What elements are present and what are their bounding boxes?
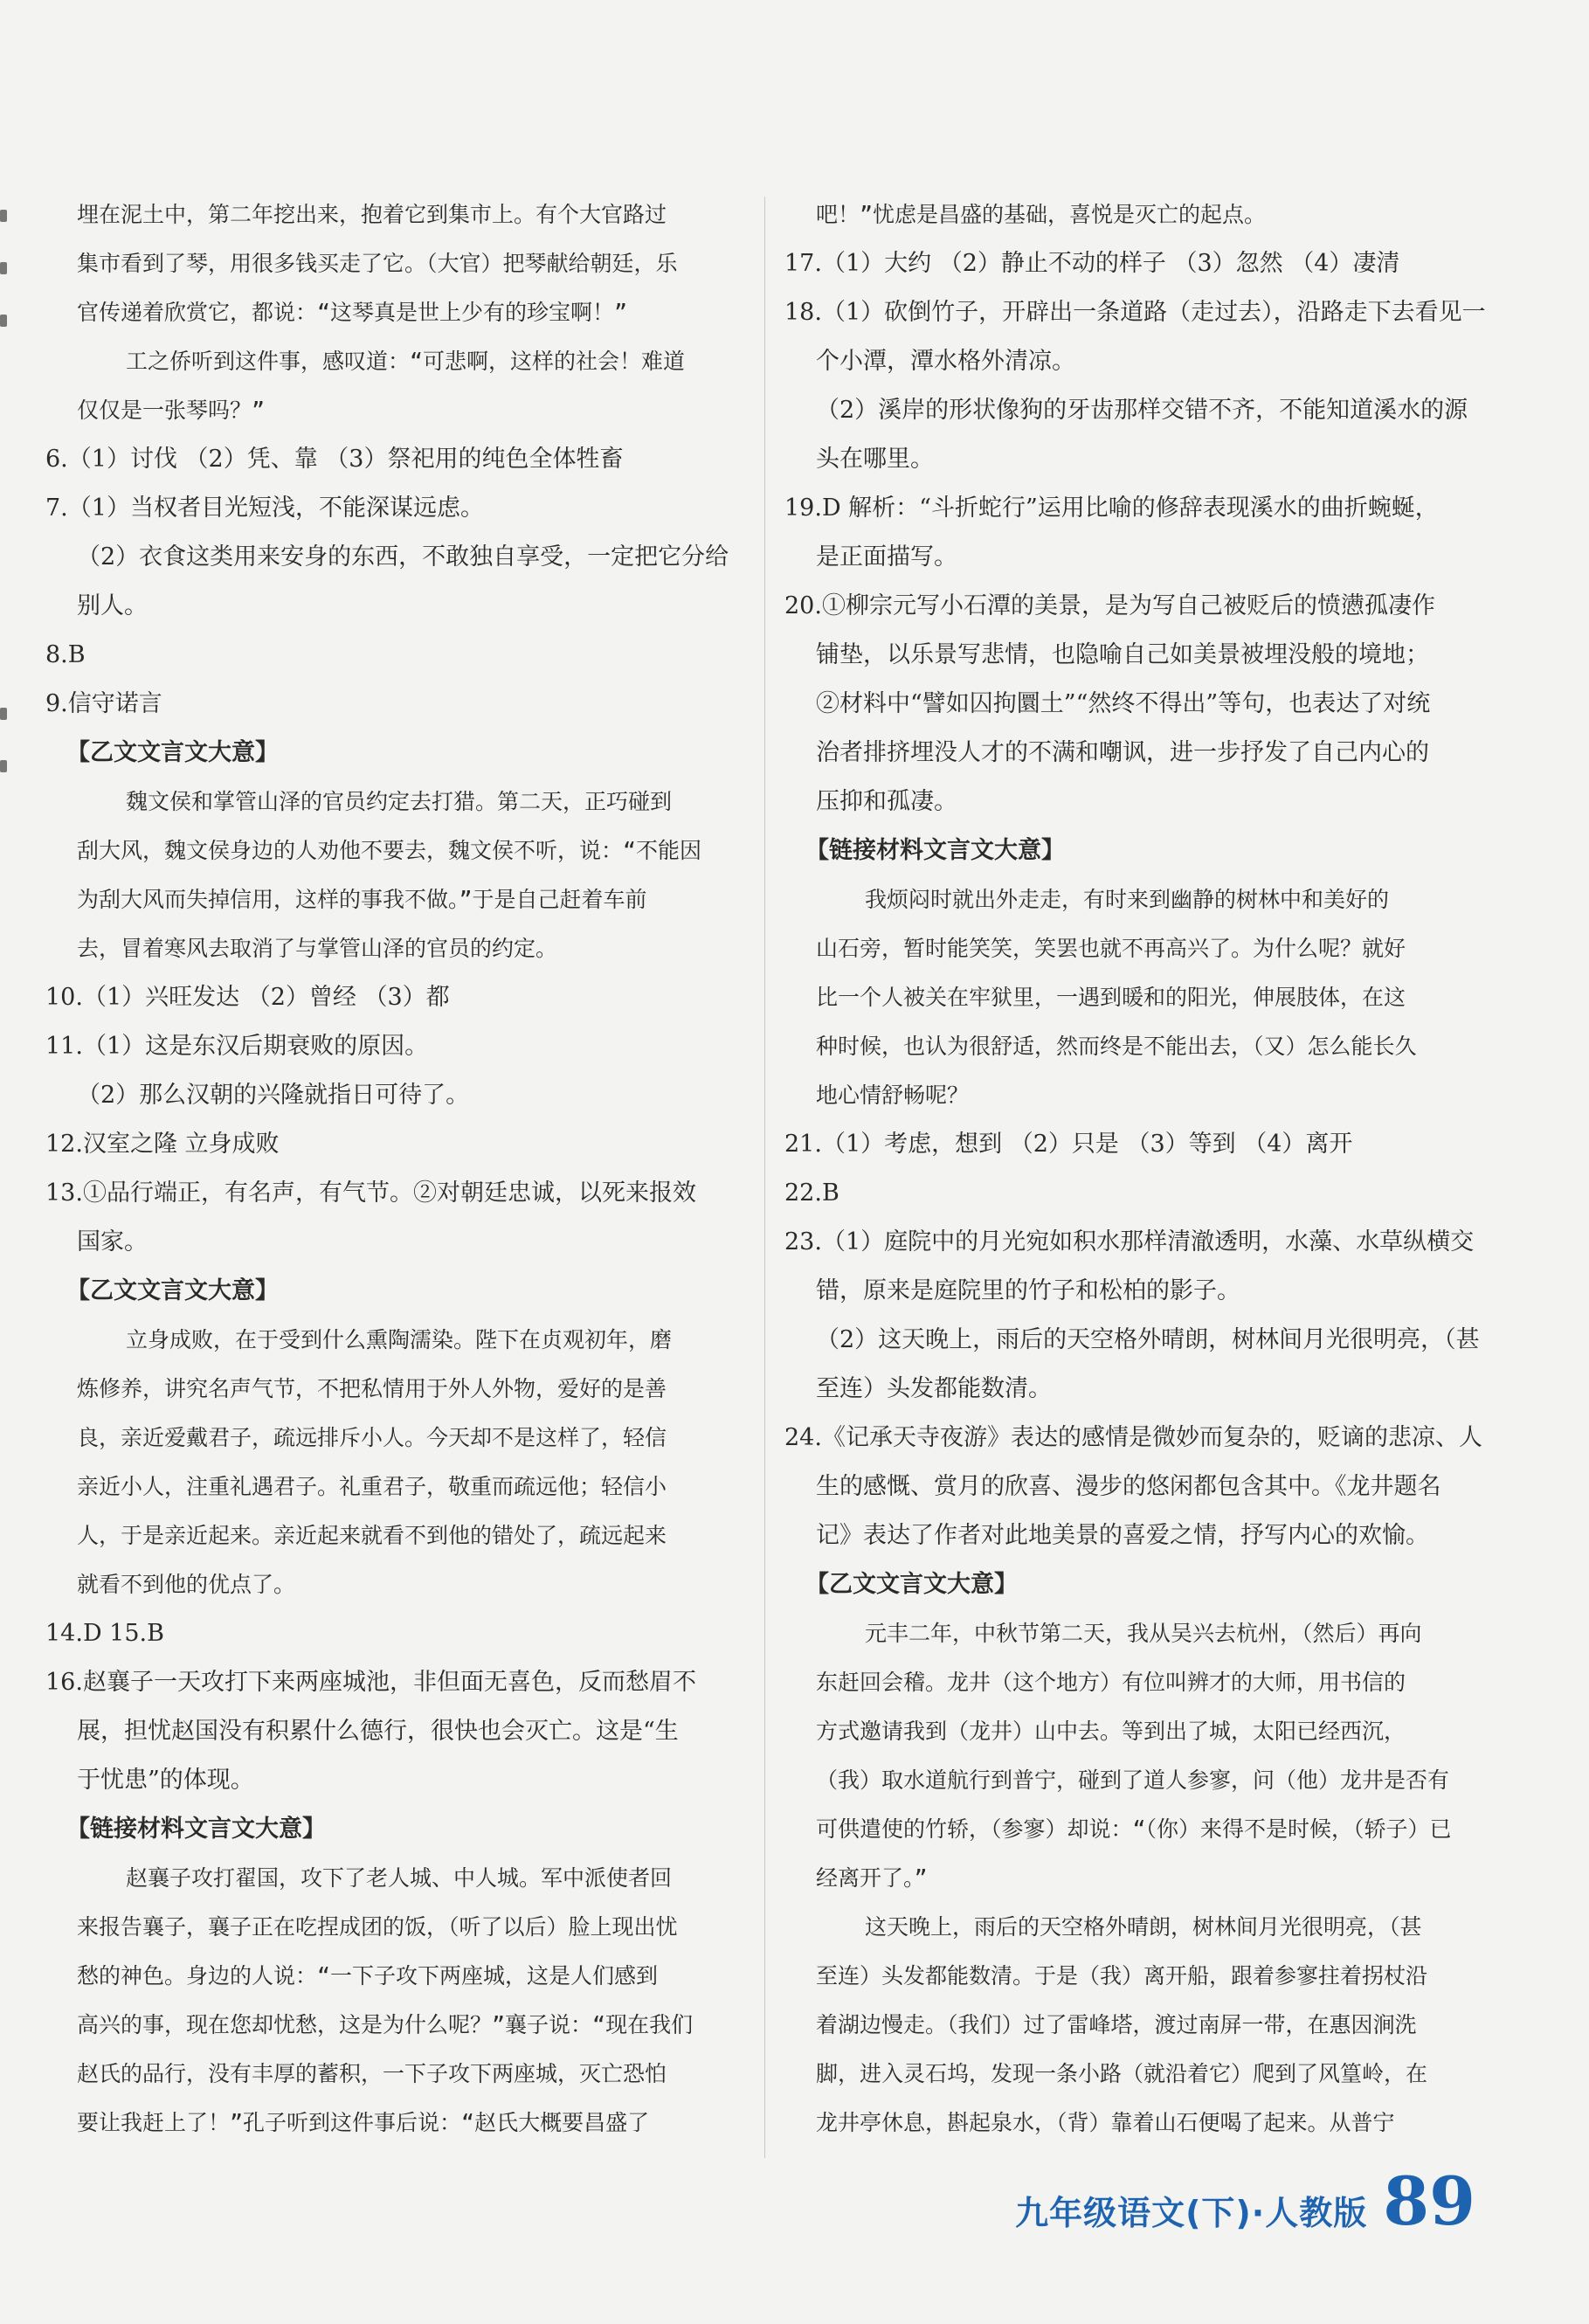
text-line: 是正面描写。 bbox=[816, 543, 957, 571]
text-line: 24.《记承天寺夜游》表达的感情是微妙而复杂的，贬谪的悲凉、人 bbox=[784, 1424, 1482, 1451]
text-line: 国家。 bbox=[77, 1228, 148, 1255]
text-line: 亲近小人，注重礼遇君子。礼重君子，敬重而疏远他；轻信小 bbox=[77, 1474, 667, 1499]
text-line: 至连）头发都能数清。于是（我）离开船，跟着参寥拄着拐杖沿 bbox=[816, 1963, 1428, 1989]
edge-mark bbox=[0, 315, 7, 327]
text-line: 14.D 15.B bbox=[45, 1620, 164, 1647]
text-line: 至连）头发都能数清。 bbox=[816, 1375, 1052, 1402]
text-line: 个小潭，潭水格外清凉。 bbox=[816, 348, 1075, 375]
section-heading: 【链接材料文言文大意】 bbox=[805, 837, 1065, 864]
edge-mark bbox=[0, 708, 7, 720]
text-line: 压抑和孤凄。 bbox=[816, 788, 957, 815]
book-label: 九年级语文(下)·人教版 bbox=[1015, 2194, 1368, 2232]
text-line: 10.（1）兴旺发达 （2）曾经 （3）都 bbox=[45, 984, 450, 1011]
text-line: 于忧患”的体现。 bbox=[77, 1767, 254, 1794]
text-line: 我烦闷时就出外走走，有时来到幽静的树林中和美好的 bbox=[865, 887, 1390, 912]
text-line: 炼修养，讲究名声气节，不把私情用于外人外物，爱好的是善 bbox=[77, 1376, 667, 1401]
text-line: 就看不到他的优点了。 bbox=[77, 1572, 296, 1597]
page-number: 89 bbox=[1383, 2162, 1475, 2240]
text-line: 11.（1）这是东汉后期衰败的原因。 bbox=[45, 1033, 429, 1060]
text-line: 埋在泥土中，第二年挖出来，抱着它到集市上。有个大官路过 bbox=[77, 202, 667, 227]
text-line: 展，担忧赵国没有积累什么德行，很快也会灭亡。这是“生 bbox=[77, 1718, 679, 1745]
text-line: 12.汉室之隆 立身成败 bbox=[45, 1131, 280, 1158]
text-line: 脚，进入灵石坞，发现一条小路（就沿着它）爬到了风篁岭，在 bbox=[816, 2061, 1428, 2086]
text-line: 元丰二年，中秋节第二天，我从吴兴去杭州，（然后）再向 bbox=[865, 1621, 1422, 1646]
text-line: 7.（1）当权者目光短浅，不能深谋远虑。 bbox=[45, 495, 484, 522]
text-line: 着湖边慢走。（我们）过了雷峰塔，渡过南屏一带，在惠因涧洗 bbox=[816, 2012, 1417, 2037]
text-line: 6.（1）讨伐 （2）凭、靠 （3）祭祀用的纯色全体牲畜 bbox=[45, 446, 624, 473]
text-line: 20.①柳宗元写小石潭的美景，是为写自己被贬后的愤懑孤凄作 bbox=[784, 592, 1435, 619]
text-line: 18.（1）砍倒竹子，开辟出一条道路（走过去），沿路走下去看见一 bbox=[784, 299, 1486, 326]
left-column bbox=[45, 190, 744, 2148]
text-line: 集市看到了琴，用很多钱买走了它。（大官）把琴献给朝廷，乐 bbox=[77, 251, 678, 276]
text-line: （我）取水道航行到普宁，碰到了道人参寥，问（他）龙井是否有 bbox=[816, 1767, 1450, 1793]
page-footer bbox=[1015, 2162, 1475, 2240]
section-heading: 【乙文文言文大意】 bbox=[66, 739, 279, 766]
text-line: 治者排挤埋没人才的不满和嘲讽，进一步抒发了自己内心的 bbox=[816, 739, 1429, 766]
text-line: 9.信守诺言 bbox=[45, 690, 162, 717]
text-line: 16.赵襄子一天攻打下来两座城池，非但面无喜色，反而愁眉不 bbox=[45, 1669, 696, 1696]
text-line: 种时候，也认为很舒适，然而终是不能出去，（又）怎么能长久 bbox=[816, 1034, 1417, 1059]
text-line: 19.D 解析：“斗折蛇行”运用比喻的修辞表现溪水的曲折蜿蜒， bbox=[784, 495, 1439, 522]
text-line: 方式邀请我到（龙井）山中去。等到出了城，太阳已经西沉， bbox=[816, 1719, 1406, 1744]
text-line: 8.B bbox=[45, 641, 86, 668]
text-line: 别人。 bbox=[77, 592, 148, 619]
text-line: 刮大风，魏文侯身边的人劝他不要去，魏文侯不听，说：“不能因 bbox=[77, 838, 702, 863]
section-heading: 【链接材料文言文大意】 bbox=[66, 1816, 326, 1843]
text-line: 22.B bbox=[784, 1179, 839, 1207]
text-line: （2）这天晚上，雨后的天空格外晴朗，树林间月光很明亮，（甚 bbox=[816, 1326, 1480, 1353]
text-line: 要让我赶上了！”孔子听到这件事后说：“赵氏大概要昌盛了 bbox=[77, 2110, 650, 2135]
text-line: 经离开了。” bbox=[816, 1865, 928, 1891]
text-line: 山石旁，暂时能笑笑，笑罢也就不再高兴了。为什么呢？就好 bbox=[816, 936, 1406, 961]
text-line: 官传递着欣赏它，都说：“这琴真是世上少有的珍宝啊！” bbox=[77, 300, 628, 325]
text-line: 这天晚上，雨后的天空格外晴朗，树林间月光很明亮，（甚 bbox=[865, 1914, 1422, 1940]
text-line: 去，冒着寒风去取消了与掌管山泽的官员的约定。 bbox=[77, 936, 558, 961]
text-line: 魏文侯和掌管山泽的官员约定去打猎。第二天，正巧碰到 bbox=[126, 789, 673, 814]
text-line: 吧！”忧虑是昌盛的基础，喜悦是灭亡的起点。 bbox=[816, 202, 1267, 227]
text-line: （2）那么汉朝的兴隆就指日可待了。 bbox=[77, 1082, 470, 1109]
edge-mark bbox=[0, 760, 7, 772]
text-line: 可供遣使的竹轿，（参寥）却说：“（你）来得不是时候，（轿子）已 bbox=[816, 1816, 1452, 1842]
edge-mark bbox=[0, 262, 7, 274]
text-line: 17.（1）大约 （2）静止不动的样子 （3）忽然 （4）凄清 bbox=[784, 250, 1400, 277]
section-heading: 【乙文文言文大意】 bbox=[805, 1571, 1018, 1598]
right-column bbox=[784, 190, 1486, 2148]
text-line: 龙井亭休息，斟起泉水，（背）靠着山石便喝了起来。从普宁 bbox=[816, 2110, 1395, 2135]
text-line: 21.（1）考虑，想到 （2）只是 （3）等到 （4）离开 bbox=[784, 1131, 1353, 1158]
text-line: 高兴的事，现在您却忧愁，这是为什么呢？”襄子说：“现在我们 bbox=[77, 2012, 694, 2037]
text-line: 东赶回会稽。龙井（这个地方）有位叫辨才的大师，用书信的 bbox=[816, 1670, 1406, 1695]
text-line: （2）溪岸的形状像狗的牙齿那样交错不齐，不能知道溪水的源 bbox=[816, 397, 1468, 424]
text-line: 地心情舒畅呢？ bbox=[816, 1082, 970, 1108]
text-line: 为刮大风而失掉信用，这样的事我不做。”于是自己赶着车前 bbox=[77, 887, 647, 912]
text-line: 13.①品行端正，有名声，有气节。②对朝廷忠诚，以死来报效 bbox=[45, 1179, 696, 1207]
text-line: 赵氏的品行，没有丰厚的蓄积，一下子攻下两座城，灭亡恐怕 bbox=[77, 2061, 667, 2086]
edge-mark bbox=[0, 210, 7, 222]
text-line: 愁的神色。身边的人说：“一下子攻下两座城，这是人们感到 bbox=[77, 1963, 659, 1989]
text-line: 人，于是亲近起来。亲近起来就看不到他的错处了，疏远起来 bbox=[77, 1523, 667, 1548]
text-line: 铺垫，以乐景写悲情，也隐喻自己如美景被埋没般的境地； bbox=[816, 641, 1429, 668]
text-line: 仅仅是一张琴吗？” bbox=[77, 398, 266, 423]
section-heading: 【乙文文言文大意】 bbox=[66, 1277, 279, 1304]
text-line: 比一个人被关在牢狱里，一遇到暖和的阳光，伸展肢体，在这 bbox=[816, 985, 1406, 1010]
text-line: 立身成败，在于受到什么熏陶濡染。陛下在贞观初年，磨 bbox=[126, 1327, 673, 1352]
text-line: （2）衣食这类用来安身的东西，不敢独自享受，一定把它分给 bbox=[77, 543, 729, 571]
text-line: 生的感慨、赏月的欣喜、漫步的悠闲都包含其中。《龙井题名 bbox=[816, 1473, 1441, 1500]
text-line: 头在哪里。 bbox=[816, 446, 934, 473]
text-line: 错，原来是庭院里的竹子和松柏的影子。 bbox=[816, 1277, 1240, 1304]
text-line: 良，亲近爱戴君子，疏远排斥小人。今天却不是这样了，轻信 bbox=[77, 1425, 667, 1450]
text-line: 23.（1）庭院中的月光宛如积水那样清澈透明，水藻、水草纵横交 bbox=[784, 1228, 1475, 1255]
text-line: 工之侨听到这件事，感叹道：“可悲啊，这样的社会！难道 bbox=[126, 349, 686, 374]
text-line: 记》表达了作者对此地美景的喜爱之情，抒写内心的欢愉。 bbox=[816, 1522, 1429, 1549]
text-line: ②材料中“譬如囚拘圜土”“然终不得出”等句，也表达了对统 bbox=[816, 690, 1431, 717]
column-divider bbox=[764, 197, 765, 2158]
text-line: 来报告襄子，襄子正在吃捏成团的饭，（听了以后）脸上现出忧 bbox=[77, 1914, 678, 1940]
text-line: 赵襄子攻打翟国，攻下了老人城、中人城。军中派使者回 bbox=[126, 1865, 673, 1891]
